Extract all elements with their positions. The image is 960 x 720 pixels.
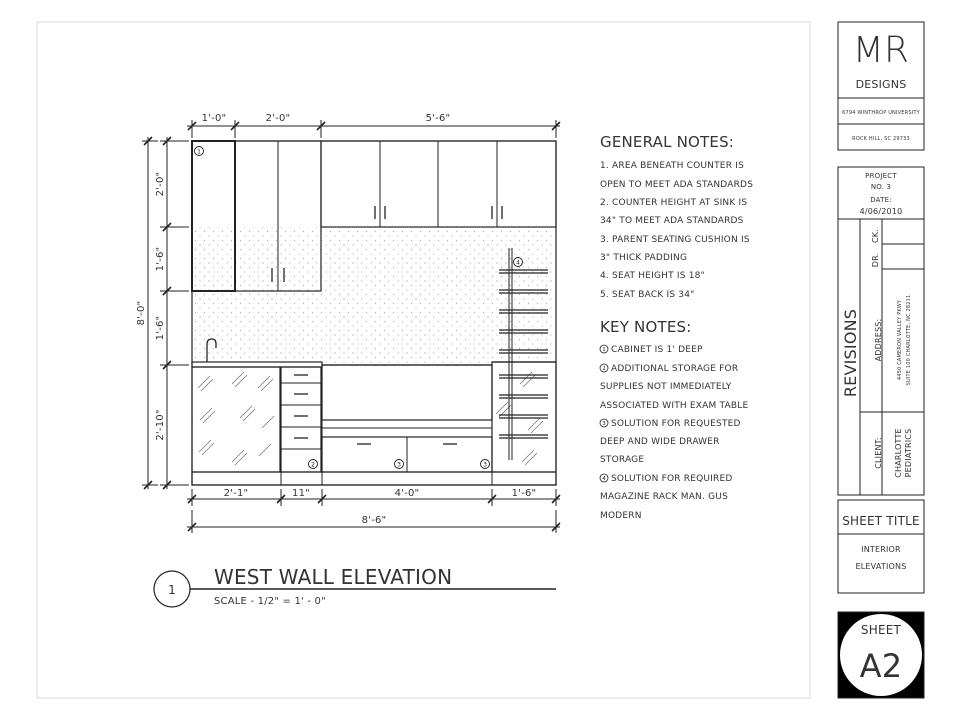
base-toekick (192, 472, 556, 485)
dim-overall-width: 8'-6" (361, 515, 387, 526)
site-address-1: 4450 CAMERON VALLEY PKWY (897, 299, 903, 381)
drawing-title-text: WEST WALL ELEVATION (214, 565, 453, 589)
open-sink-area (192, 367, 280, 472)
logo-mark: MR (852, 30, 910, 71)
dim-bottom-4: 1'-6" (511, 488, 537, 499)
key-note-line: CABINET IS 1' DEEP (611, 345, 703, 355)
sheet-title-label: SHEET TITLE (842, 514, 920, 528)
general-note-line: 4. SEAT HEIGHT IS 18" (600, 271, 705, 281)
key-note-line: ASSOCIATED WITH EXAM TABLE (600, 401, 749, 411)
dim-overall-height: 8'-0" (136, 300, 147, 326)
key-marker-3a-label: 3 (397, 461, 401, 469)
general-notes (600, 133, 753, 300)
key-marker-1-label: 1 (197, 148, 201, 156)
date-label: DATE: (870, 196, 892, 204)
key-note-number: 3 (602, 421, 606, 427)
elevation-drawing (192, 141, 556, 485)
revisions-label: REVISIONS (841, 308, 860, 398)
dim-top-1: 1'-0" (201, 113, 227, 124)
company-name: DESIGNS (855, 78, 907, 91)
dim-top-2: 2'-0" (265, 113, 291, 124)
dim-bottom-1: 2'-1" (223, 488, 249, 499)
checked-by-label: CK. (871, 229, 880, 243)
key-note-line: SOLUTION FOR REQUIRED (611, 474, 733, 484)
key-marker-4-label: 4 (516, 259, 520, 267)
company-address-1: 6794 WINTHROP UNIVERSITY (842, 110, 920, 116)
key-note-number: 4 (602, 476, 606, 482)
date-value: 4/06/2010 (859, 207, 903, 216)
dim-left-2: 1'-6" (155, 246, 166, 272)
key-note-number: 1 (602, 347, 606, 353)
key-note-line: MAGAZINE RACK MAN. GUS (600, 492, 728, 502)
dim-top-3: 5'-6" (425, 113, 451, 124)
seat-cushion (322, 420, 492, 428)
general-note-line: 2. COUNTER HEIGHT AT SINK IS (600, 198, 748, 208)
general-note-line: OPEN TO MEET ADA STANDARDS (600, 180, 754, 190)
dim-bottom-3: 4'-0" (394, 488, 420, 499)
general-note-line: 5. SEAT BACK IS 34" (600, 290, 695, 300)
key-note-line: DEEP AND WIDE DRAWER (600, 437, 720, 447)
drawing-scale: SCALE - 1/2" = 1' - 0" (214, 596, 326, 607)
general-note-line: 3. PARENT SEATING CUSHION IS (600, 235, 750, 245)
key-marker-2-label: 2 (311, 461, 315, 469)
general-note-line: 34" TO MEET ADA STANDARDS (600, 216, 744, 226)
dim-bottom-2: 11" (292, 488, 310, 499)
key-note-line: SUPPLIES NOT IMMEDIATELY (600, 382, 732, 392)
key-note-number: 2 (602, 366, 606, 372)
drawing-title (154, 565, 556, 607)
backsplash-tile (235, 227, 555, 364)
company-address-2: ROCK HILL, SC 29733 (852, 136, 910, 142)
project-label: PROJECT (865, 172, 897, 180)
sheet-title-line-1: INTERIOR (861, 545, 901, 554)
dim-left-3: 1'-6" (155, 315, 166, 341)
key-notes (600, 318, 748, 521)
sheet-title-line-2: ELEVATIONS (855, 562, 907, 571)
seat-back (322, 365, 492, 420)
drawing-number: 1 (168, 583, 176, 597)
general-note-line: 1. AREA BENEATH COUNTER IS (600, 161, 744, 171)
project-number: NO. 3 (870, 183, 892, 191)
key-marker-3b-label: 3 (483, 461, 487, 469)
key-note-line: SOLUTION FOR REQUESTED (611, 419, 741, 429)
client-name-2: PEDIATRICS (904, 428, 913, 478)
address-label: ADDRESS: (874, 318, 883, 362)
general-note-line: 3" THICK PADDING (600, 253, 688, 263)
key-note-line: MODERN (600, 511, 642, 521)
key-note-line: ADDITIONAL STORAGE FOR (611, 364, 739, 374)
client-name-1: CHARLOTTE (894, 428, 903, 478)
dim-left-4: 2'-10" (155, 409, 166, 441)
key-note-line: STORAGE (600, 455, 645, 465)
sheet-label: SHEET (860, 623, 902, 637)
key-notes-title: KEY NOTES: (600, 318, 692, 336)
dim-left-1: 2'-0" (155, 171, 166, 197)
client-label: CLIENT: (874, 437, 883, 469)
general-notes-title: GENERAL NOTES: (600, 133, 735, 151)
site-address-2: SUITE 100 CHARLOTTE, NC 28211 (906, 294, 912, 386)
sheet-number: A2 (859, 647, 903, 685)
drawn-by-label: DR. (871, 252, 880, 268)
